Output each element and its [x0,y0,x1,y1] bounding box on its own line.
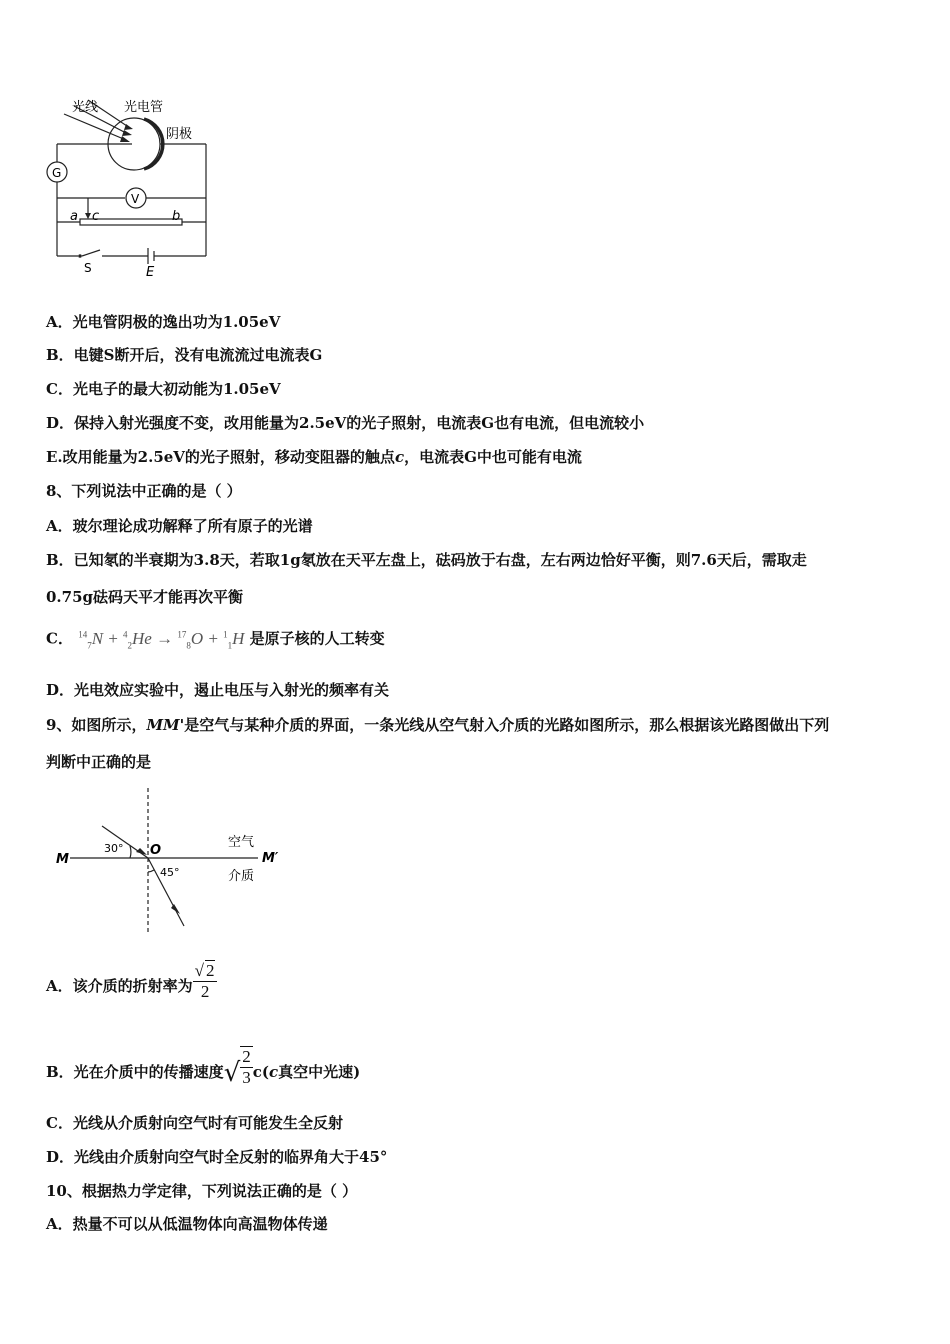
q8-option-a: A．玻尔理论成功解释了所有原子的光谱 [46,517,313,535]
refraction-figure [50,786,290,936]
q7-option-b: B．电键S断开后，没有电流流过电流表G [46,346,323,364]
label-light: 光线 [72,100,99,115]
label-cathode: 阴极 [166,127,193,142]
label-b: b [172,209,181,224]
q7-option-c: C．光电子的最大初动能为1.05eV [46,380,281,398]
label-e: E [146,265,155,280]
nuclear-equation: $^{14}_7$N + $^4_2$He → $^{17}_8$O + $^1_1$H [78,628,245,651]
q8-option-b-line1: B．已知氡的半衰期为3.8天，若取1g氡放在天平左盘上，砝码放于右盘，左右两边恰好平衡，则7.6天后，需取走 [46,551,807,569]
q8-option-c: C． $^{14}_7$N + $^4_2$He → $^{17}_8$O + $^1_1$H 是原子核的人工转变 [46,628,385,651]
q7-option-e: E.改用能量为2.5eV的光子照射，移动变阻器的触点c，电流表G中也可能有电流 [46,448,582,466]
label-m-prime: M′ [262,851,279,866]
angle-45: 45° [160,866,180,879]
label-c: c [92,209,100,224]
q7-option-d: D．保持入射光强度不变，改用能量为2.5eV的光子照射，电流表G也有电流，但电流较小 [46,414,645,432]
q9-option-b: B．光在介质中的传播速度√ $\frac{2}{3}$ c(c真空中光速) [46,1047,361,1088]
q8-stem: 8、下列说法中正确的是（ ） [46,482,242,500]
label-v: V [131,192,140,206]
q9-option-d: D．光线由介质射向空气时全反射的临界角大于45° [46,1148,388,1166]
label-a: a [70,209,78,224]
q9-option-c: C．光线从介质射向空气时有可能发生全反射 [46,1114,343,1132]
photoelectric-circuit-figure [40,92,220,282]
label-phototube: 光电管 [124,100,164,115]
label-air: 空气 [228,835,255,850]
label-o: O [150,843,162,858]
q9-stem-line2: 判断中正确的是 [46,753,152,771]
label-m: M [56,852,69,867]
label-g: G [52,166,62,180]
label-s: S [84,261,92,275]
q8-option-d: D．光电效应实验中，遏止电压与入射光的频率有关 [46,681,390,699]
q7-option-a: A．光电管阴极的逸出功为1.05eV [46,313,281,331]
q9-option-a: A．该介质的折射率为 $\frac{√ 2}{2}$ [46,966,217,1008]
label-medium: 介质 [228,869,255,884]
angle-30: 30° [104,842,124,855]
q8-option-b-line2: 0.75g砝码天平才能再次平衡 [46,588,244,606]
q10-option-a: A．热量不可以从低温物体向高温物体传递 [46,1215,328,1233]
q10-stem: 10、根据热力学定律，下列说法正确的是（ ） [46,1182,358,1200]
q9-stem-line1: 9、如图所示，MM'是空气与某种介质的界面，一条光线从空气射入介质的光路如图所示，那么根据该光路图做出下列 [46,716,830,734]
